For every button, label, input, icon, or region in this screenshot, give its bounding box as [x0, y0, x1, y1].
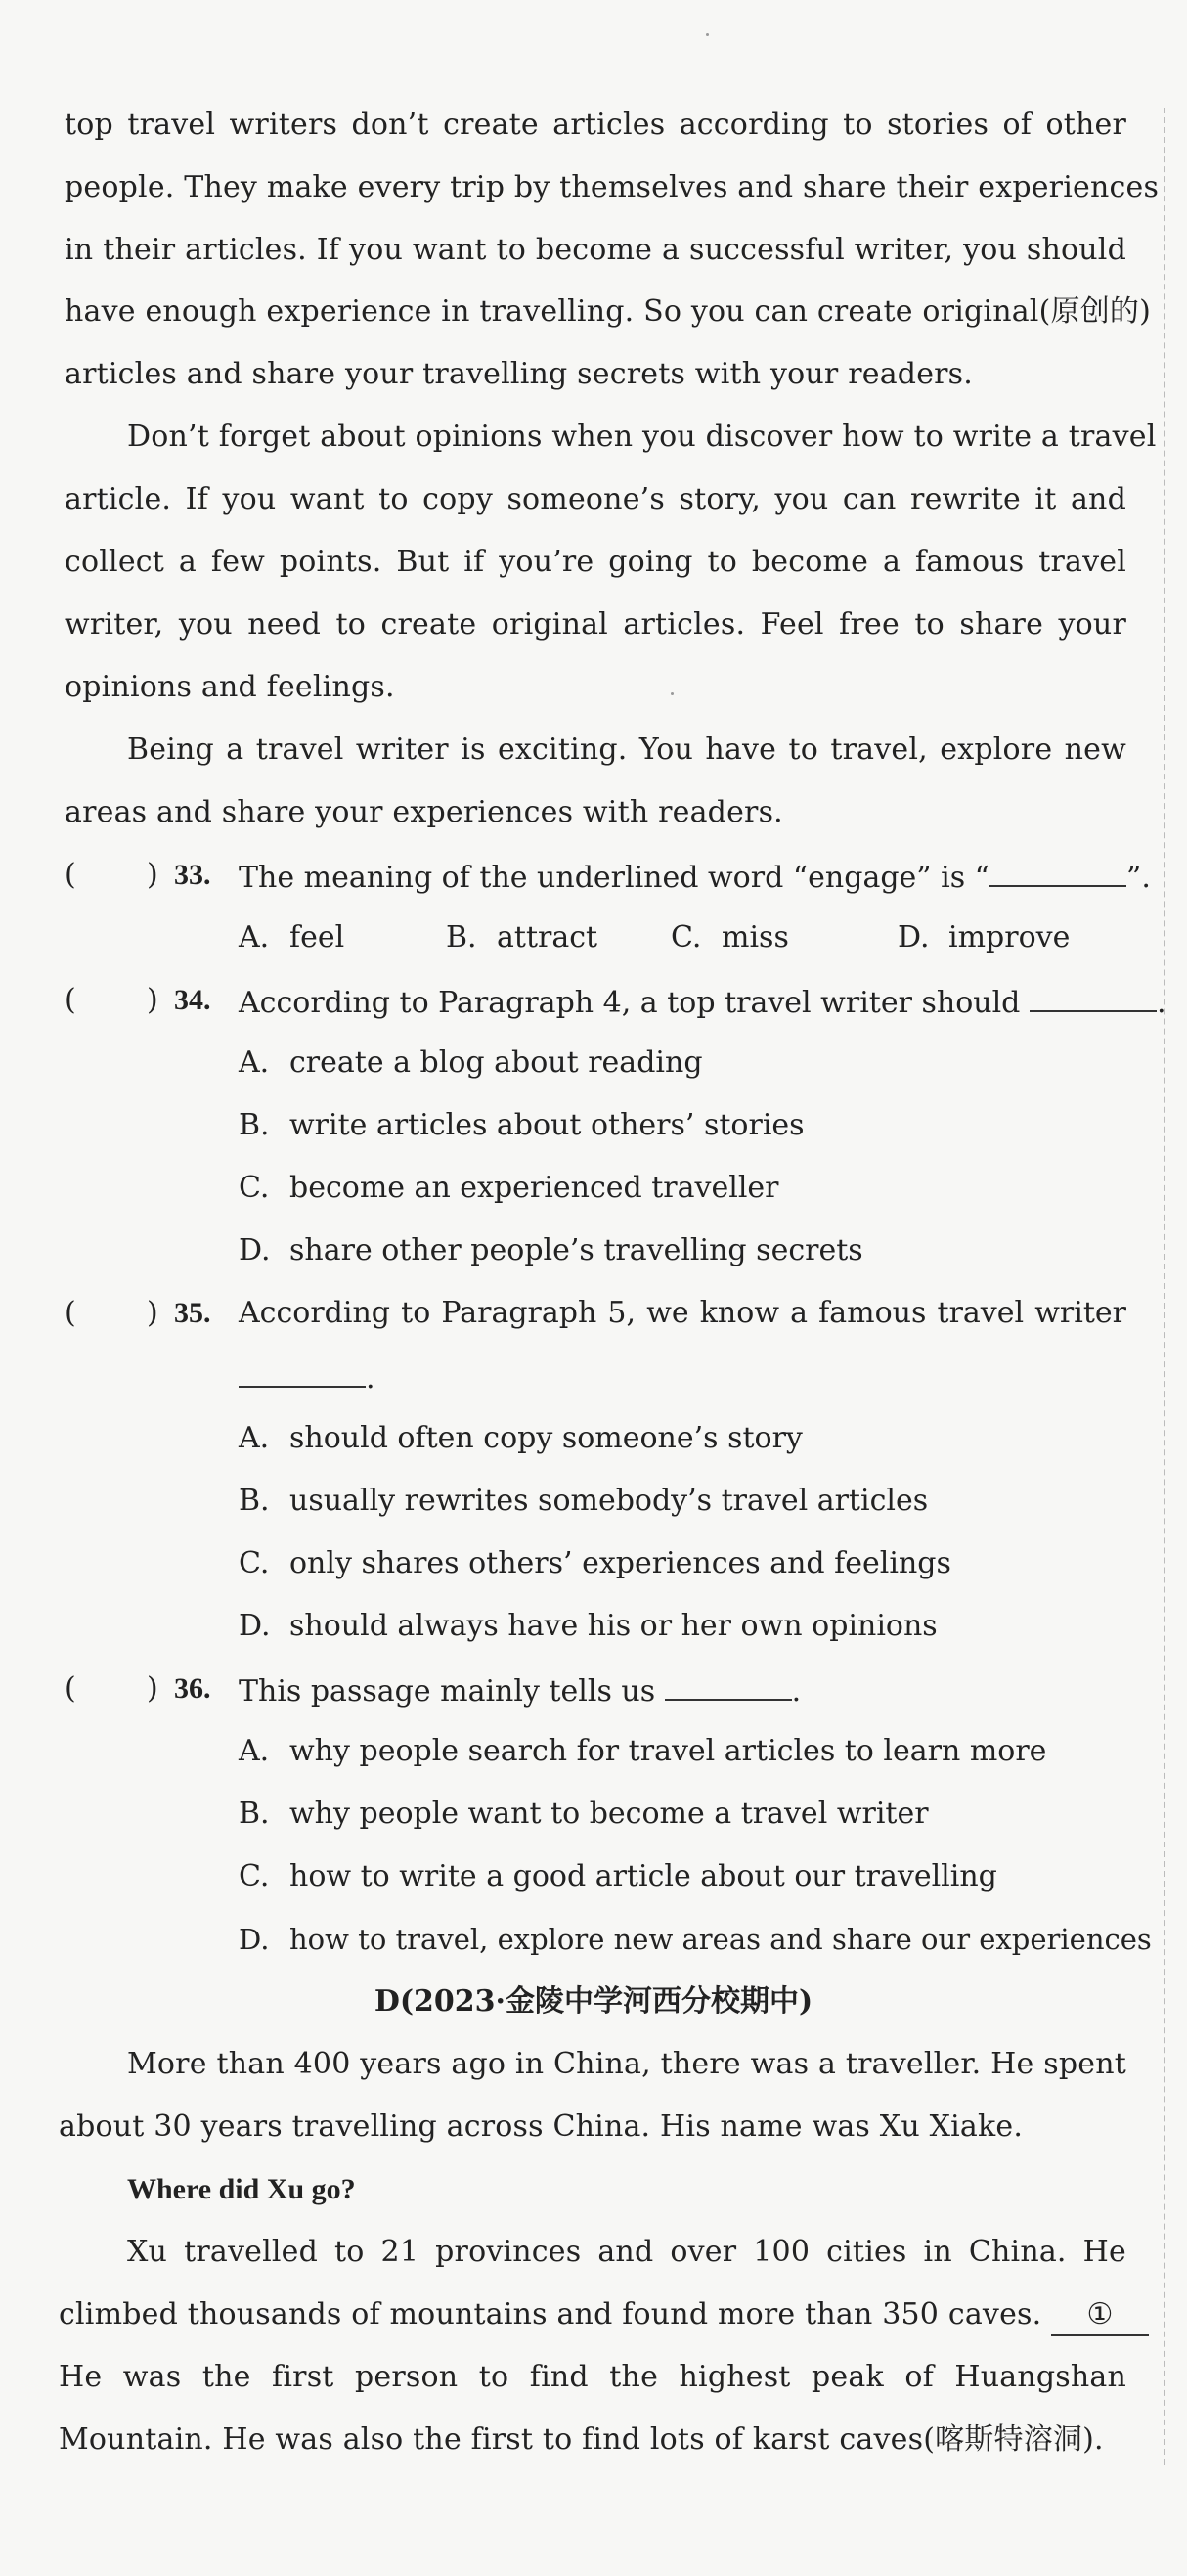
option-d [239, 1920, 1152, 1959]
option-d [239, 1231, 863, 1270]
answer-blank[interactable] [1030, 981, 1157, 1012]
margin-rule [1164, 108, 1165, 2465]
passage-line: More than 400 years ago in China, there was a traveller. He spent [127, 2047, 1126, 2081]
question-text [239, 1669, 801, 1711]
option-letter: C. [239, 1546, 270, 1580]
passage-line: in their articles. If you want to become a successful writer, you should [65, 233, 1126, 267]
option-text: miss [722, 920, 789, 955]
question-text [239, 981, 1165, 1023]
option-letter: A. [239, 1421, 270, 1455]
option-text: how to write a good article about our travelling [289, 1859, 997, 1893]
question-text-cont [239, 1356, 375, 1399]
passage-line: Being a travel writer is exciting. You have to travel, explore new [127, 733, 1126, 767]
answer-paren-close: ) [147, 1296, 158, 1330]
passage-line: writer, you need to create original articles. Feel free to share your [65, 607, 1126, 642]
blank-1[interactable]: ① [1051, 2295, 1149, 2336]
passage-line: collect a few points. But if you’re going to become a famous travel [65, 545, 1126, 579]
passage-text: climbed thousands of mountains and found more than 350 caves. [59, 2297, 1042, 2332]
option-letter: B. [239, 1797, 270, 1831]
option-text: create a blog about reading [289, 1045, 703, 1080]
option-c [671, 918, 789, 957]
option-letter: B. [239, 1484, 270, 1518]
option-text: only shares others’ experiences and feelings [289, 1546, 951, 1580]
question-number: 36. [174, 1672, 211, 1705]
passage-line: article. If you want to copy someone’s story, you can rewrite it and [65, 482, 1126, 516]
option-b [239, 1482, 928, 1521]
option-letter: B. [239, 1108, 270, 1142]
option-letter: D. [239, 1923, 270, 1956]
option-text: share other people’s travelling secrets [289, 1233, 863, 1267]
passage-line: people. They make every trip by themselves and share their experiences [65, 170, 1160, 204]
option-text: how to travel, explore new areas and share our experiences [289, 1923, 1152, 1956]
scan-speck [706, 33, 709, 36]
passage-line: top travel writers don’t create articles according to stories of other [65, 108, 1126, 142]
passage-line: articles and share your travelling secrets with your readers. [65, 357, 974, 391]
option-text: improve [948, 920, 1071, 955]
section-subheading: Where did Xu go? [127, 2173, 356, 2205]
option-letter: C. [671, 920, 702, 955]
option-b [239, 1795, 929, 1834]
option-text: usually rewrites somebody’s travel articles [289, 1484, 929, 1518]
answer-blank[interactable] [239, 1356, 366, 1388]
option-letter: A. [239, 1734, 270, 1768]
question-stem-end: . [1156, 986, 1166, 1020]
question-stem-end: . [791, 1674, 802, 1709]
passage-line: He was the first person to find the highest peak of Huangshan [59, 2360, 1126, 2394]
passage-line [59, 2295, 1126, 2336]
option-c [239, 1544, 951, 1583]
question-stem: The meaning of the underlined word “engage” is “ [239, 861, 990, 895]
answer-blank[interactable] [989, 856, 1126, 887]
answer-paren-close: ) [147, 983, 158, 1017]
answer-blank[interactable] [665, 1669, 792, 1701]
passage-line: opinions and feelings. [65, 670, 395, 704]
option-b [446, 918, 597, 957]
passage-line: areas and share your experiences with readers. [65, 795, 783, 829]
option-letter: C. [239, 1859, 270, 1893]
option-letter: D. [898, 920, 930, 955]
option-text: feel [289, 920, 345, 955]
option-d [898, 918, 1070, 957]
option-a [239, 1044, 703, 1083]
option-c [239, 1857, 997, 1896]
option-text: write articles about others’ stories [289, 1108, 805, 1142]
answer-paren-close: ) [147, 1671, 158, 1706]
option-c [239, 1169, 779, 1208]
answer-paren-open[interactable]: ( [65, 983, 76, 1017]
answer-paren-open[interactable]: ( [65, 1296, 76, 1330]
option-d [239, 1607, 938, 1646]
question-stem: According to Paragraph 4, a top travel writer should [239, 986, 1021, 1020]
option-text: should often copy someone’s story [289, 1421, 803, 1455]
passage-line: Mountain. He was also the first to find lots of karst caves(喀斯特溶洞). [59, 2422, 1104, 2457]
option-letter: C. [239, 1171, 270, 1205]
option-b [239, 1106, 805, 1145]
option-text: should always have his or her own opinions [289, 1609, 938, 1643]
option-text: why people search for travel articles to learn more [289, 1734, 1047, 1768]
answer-paren-open[interactable]: ( [65, 858, 76, 892]
answer-paren-close: ) [147, 858, 158, 892]
option-letter: D. [239, 1233, 271, 1267]
question-stem-end: . [366, 1361, 375, 1396]
question-text [239, 856, 1151, 898]
passage-line: about 30 years travelling across China. His name was Xu Xiake. [59, 2110, 1024, 2144]
option-text: why people want to become a travel writer [289, 1797, 929, 1831]
option-text: become an experienced traveller [289, 1171, 779, 1205]
question-number: 35. [174, 1297, 211, 1329]
question-number: 33. [174, 859, 211, 891]
question-stem-end: ”. [1126, 861, 1151, 895]
question-stem: This passage mainly tells us [239, 1674, 656, 1709]
passage-line: have enough experience in travelling. So you can create original(原创的) [65, 294, 1152, 329]
passage-line: Xu travelled to 21 provinces and over 100 cities in China. He [127, 2235, 1126, 2269]
option-a [239, 1732, 1046, 1771]
answer-paren-open[interactable]: ( [65, 1671, 76, 1706]
question-number: 34. [174, 984, 211, 1016]
option-letter: B. [446, 920, 477, 955]
option-a [239, 918, 344, 957]
option-a [239, 1419, 803, 1458]
option-letter: A. [239, 1045, 270, 1080]
option-letter: A. [239, 920, 270, 955]
option-letter: D. [239, 1609, 271, 1643]
section-heading: D(2023·金陵中学河西分校期中) [374, 1984, 813, 2019]
option-text: attract [497, 920, 598, 955]
question-stem: According to Paragraph 5, we know a famous travel writer [239, 1296, 1126, 1330]
passage-line: Don’t forget about opinions when you discover how to write a travel [127, 420, 1157, 454]
